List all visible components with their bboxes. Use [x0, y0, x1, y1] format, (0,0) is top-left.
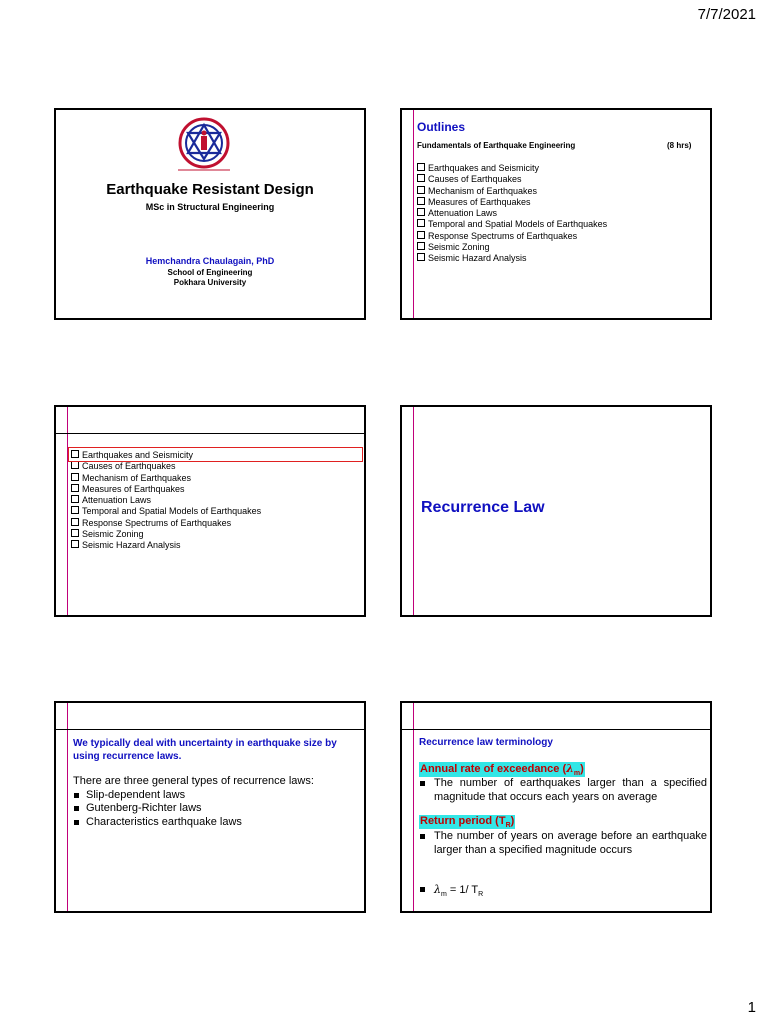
intro-text: There are three general types of recurrence laws:: [73, 775, 314, 787]
school-name: School of Engineering: [167, 268, 253, 277]
terminology-heading: Recurrence law terminology: [419, 737, 553, 748]
bullet-icon: [420, 887, 425, 892]
outline-item: Earthquakes and Seismicity: [417, 163, 607, 174]
outline-item: Mechanism of Earthquakes: [417, 186, 607, 197]
outline-item: Response Spectrums of Earthquakes: [71, 518, 261, 529]
checkbox-icon: [417, 186, 425, 194]
outline-list: [417, 163, 607, 265]
bullet-icon: [74, 793, 79, 798]
checkbox-icon: [417, 231, 425, 239]
outline-item: Attenuation Laws: [417, 208, 607, 219]
outline-item: Temporal and Spatial Models of Earthquakes: [71, 506, 261, 517]
slide-header-rule: [402, 729, 710, 730]
university-logo-icon: [174, 116, 234, 172]
slide-5-recurrence-laws: [54, 701, 366, 913]
checkbox-icon: [417, 219, 425, 227]
lead-statement: We typically deal with uncertainty in earthquake size by using recurrence laws.: [73, 738, 337, 762]
law-types-list: [73, 789, 363, 830]
checkbox-icon: [417, 253, 425, 261]
checkbox-icon: [417, 174, 425, 182]
outline-item: Causes of Earthquakes: [417, 174, 607, 185]
outline-item: Measures of Earthquakes: [71, 484, 261, 495]
page-number: 1: [747, 999, 756, 1016]
outlines-title: Outlines: [417, 120, 466, 134]
slide-header-rule: [56, 433, 364, 434]
outline-list: [71, 450, 261, 552]
slide-3-outline-highlight: [54, 405, 366, 617]
checkbox-icon: [417, 208, 425, 216]
term-return-period: Return period $(T_R)$: [420, 815, 515, 830]
slide-header-rule: [56, 729, 364, 730]
section-heading: Fundamentals of Earthquake Engineering: [417, 141, 576, 150]
definition-return-period: [419, 830, 707, 857]
presentation-subtitle: MSc in Structural Engineering: [145, 202, 275, 212]
checkbox-icon: [71, 518, 79, 526]
formula-list: [419, 883, 707, 902]
list-item: Slip-dependent laws: [73, 789, 363, 803]
section-title: Recurrence Law: [421, 499, 545, 516]
slide-body: [73, 775, 363, 829]
list-item: Characteristics earthquake laws: [73, 816, 363, 830]
checkbox-icon: [71, 495, 79, 503]
header-date: 7/7/2021: [697, 6, 756, 23]
outline-item: Seismic Zoning: [71, 529, 261, 540]
list-item: Gutenberg-Richter laws: [73, 802, 363, 816]
checkbox-icon: [71, 461, 79, 469]
slide-margin-line: [67, 703, 68, 911]
bullet-icon: [420, 781, 425, 786]
checkbox-icon: [71, 484, 79, 492]
checkbox-icon: [417, 163, 425, 171]
author-name: Hemchandra Chaulagain, PhD: [145, 256, 275, 266]
list-item: The number of years on average before an earthquake larger than a specified magnitude occurs: [419, 830, 707, 857]
outline-item: Measures of Earthquakes: [417, 197, 607, 208]
slide-margin-line: [413, 110, 414, 318]
slide-margin-line: [413, 407, 414, 615]
slide-1-title: [54, 108, 366, 320]
slide-margin-line: [67, 407, 68, 615]
term-annual-rate: Annual rate of exceedance $(\lambda_m)$: [420, 762, 584, 778]
outline-item: Seismic Hazard Analysis: [71, 540, 261, 551]
definition-annual-rate: [419, 777, 707, 804]
outline-item: Attenuation Laws: [71, 495, 261, 506]
university-name: Pokhara University: [173, 278, 247, 287]
checkbox-icon: [71, 540, 79, 548]
slide-margin-line: [413, 703, 414, 911]
slide-2-outlines: [400, 108, 712, 320]
checkbox-icon: [417, 242, 425, 250]
outline-item: Mechanism of Earthquakes: [71, 473, 261, 484]
outline-item: Earthquakes and Seismicity: [71, 450, 261, 461]
bullet-icon: [74, 806, 79, 811]
list-item: The number of earthquakes larger than a specified magnitude that occurs each years on average: [419, 777, 707, 804]
checkbox-icon: [417, 197, 425, 205]
outline-item: Seismic Zoning: [417, 242, 607, 253]
checkbox-icon: [71, 529, 79, 537]
slide-4-section-title: [400, 405, 712, 617]
bullet-icon: [74, 820, 79, 825]
formula-item: $\lambda_m = 1/$ $T_R$: [419, 883, 707, 902]
checkbox-icon: [71, 506, 79, 514]
outline-item: Seismic Hazard Analysis: [417, 253, 607, 264]
outline-item: Temporal and Spatial Models of Earthquakes: [417, 219, 607, 230]
presentation-title: Earthquake Resistant Design: [106, 181, 314, 198]
outline-item: Response Spectrums of Earthquakes: [417, 231, 607, 242]
bullet-icon: [420, 834, 425, 839]
slide-6-terminology: [400, 701, 712, 913]
current-topic-highlight-box: [68, 447, 363, 462]
checkbox-icon: [71, 473, 79, 481]
section-hours: (8 hrs): [667, 141, 692, 150]
outline-item: Causes of Earthquakes: [71, 461, 261, 472]
